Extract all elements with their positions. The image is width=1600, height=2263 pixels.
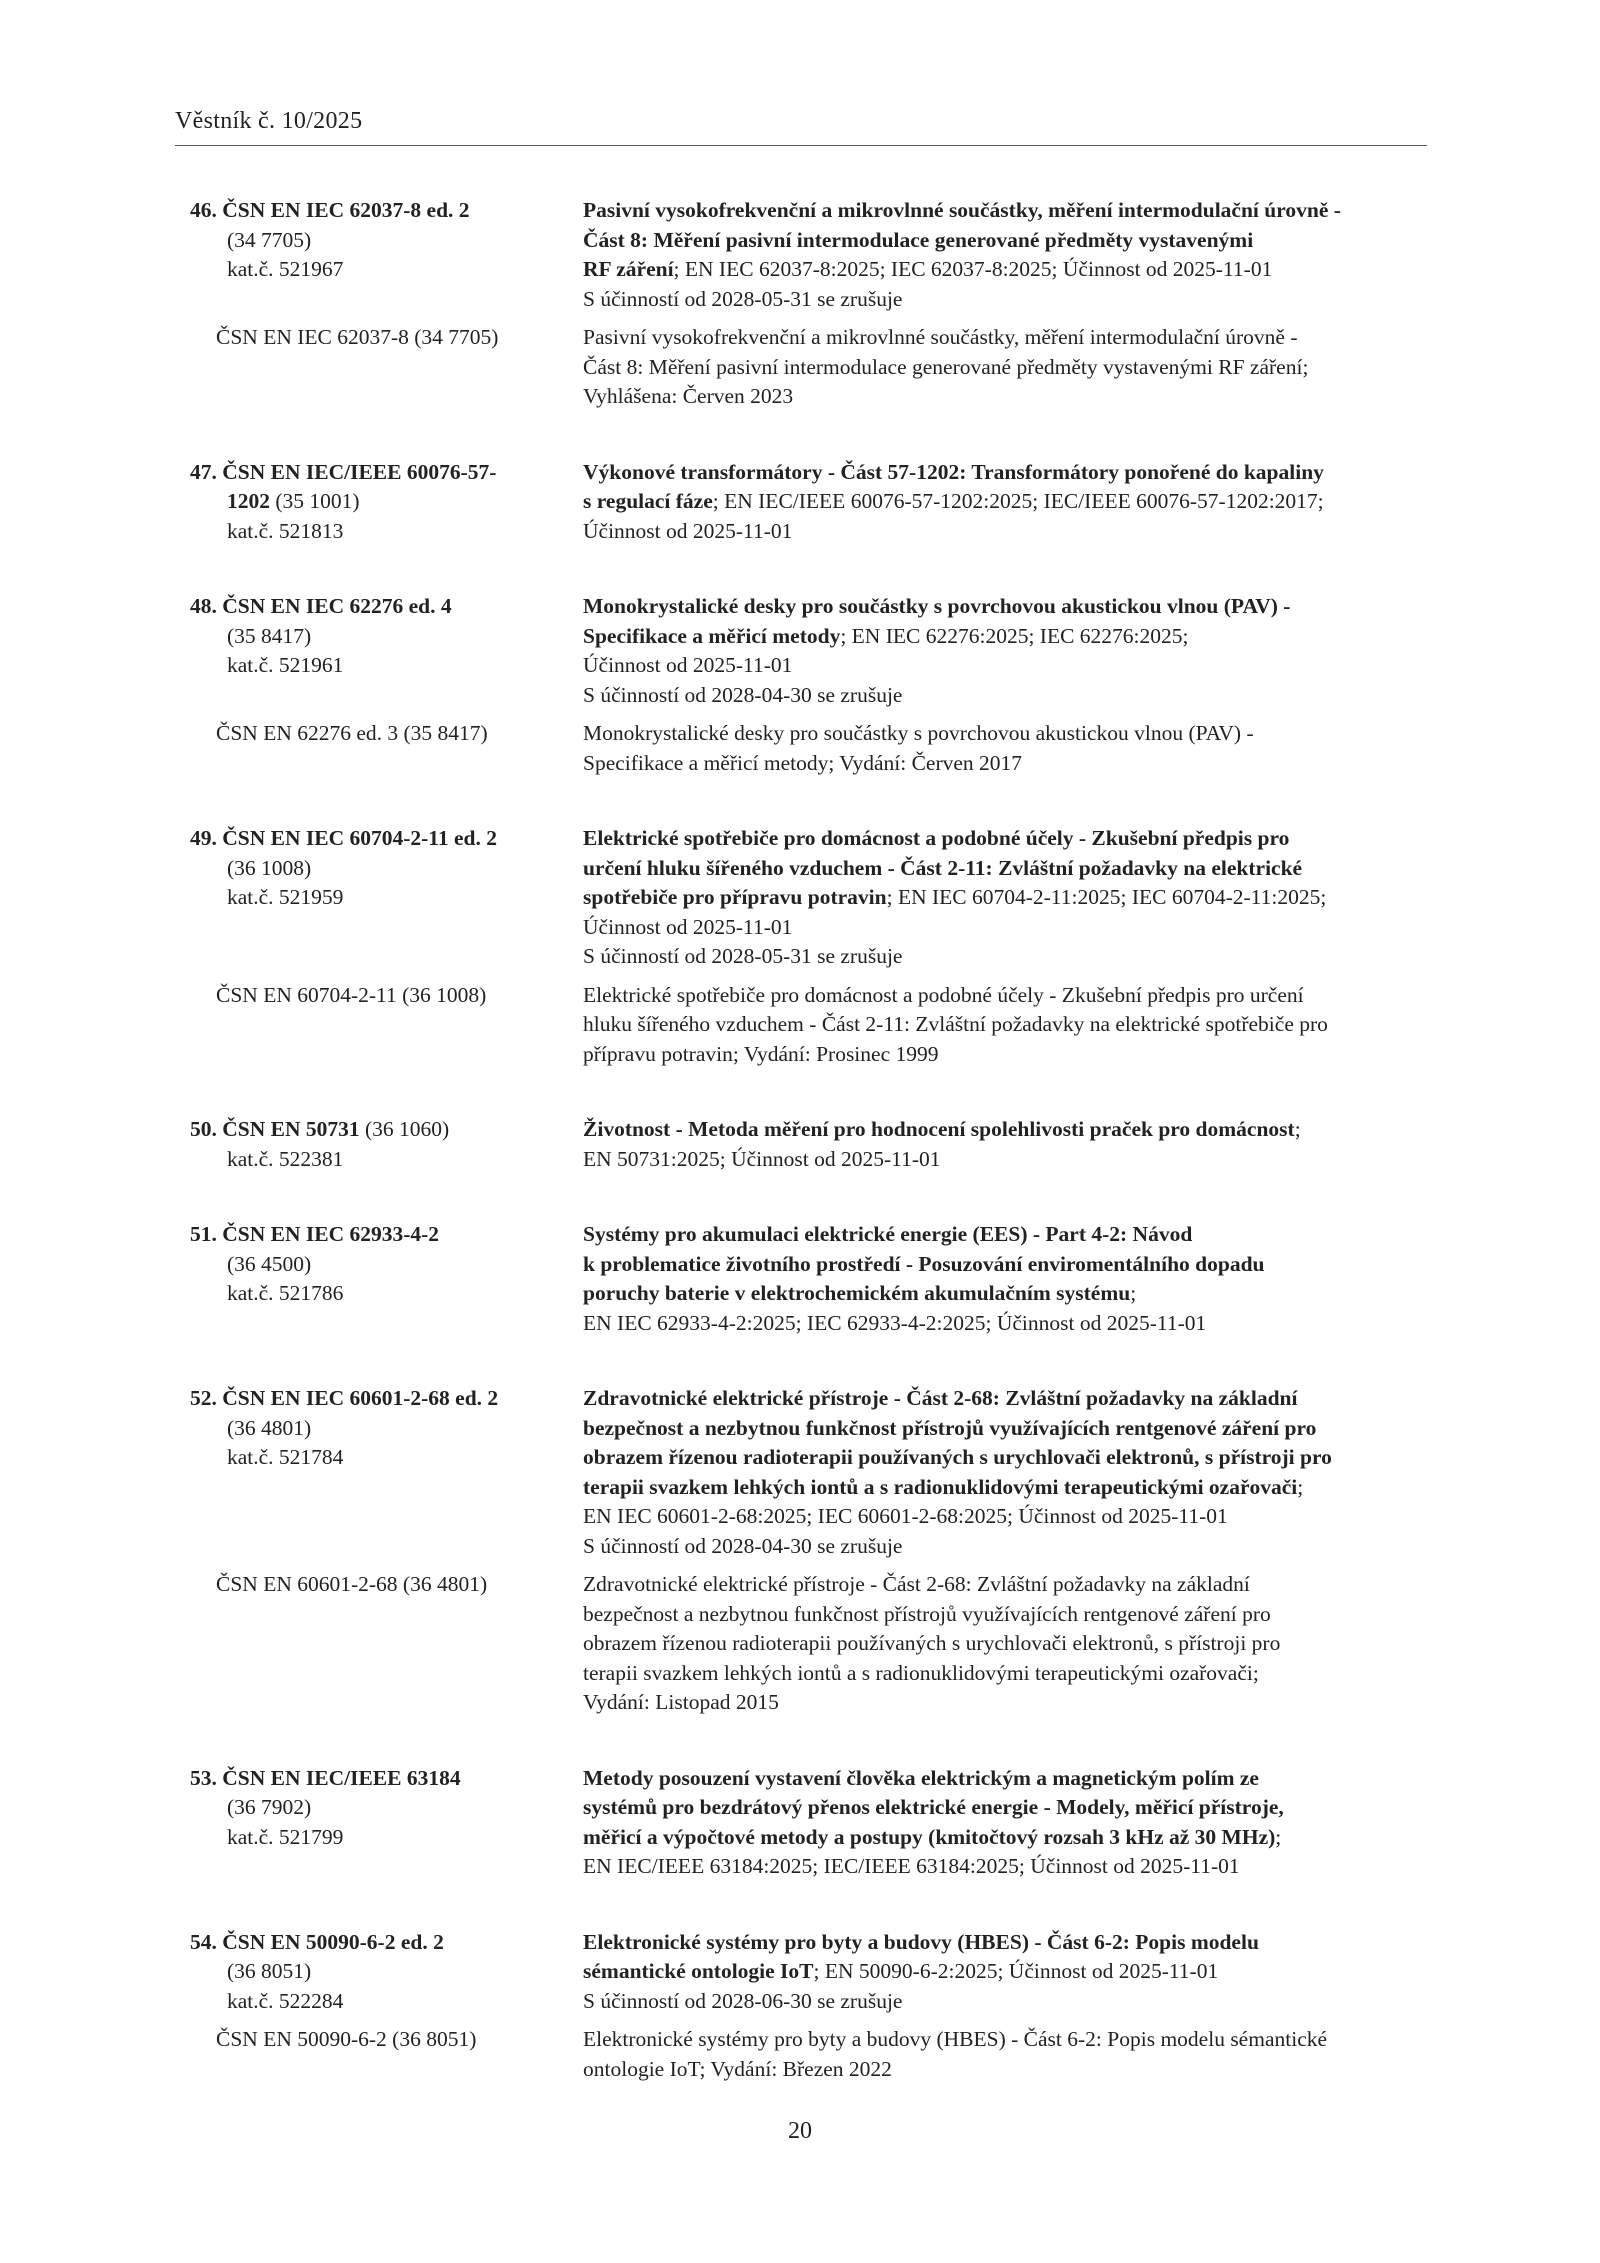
description-line bbox=[583, 1957, 1427, 1987]
description-line bbox=[583, 487, 1427, 517]
standard-code: ČSN EN 50090-6-2 ed. 2 bbox=[222, 1929, 444, 1954]
replaced-standard-code: ČSN EN 60601-2-68 (36 4801) bbox=[216, 1572, 488, 1596]
standard-details: EN IEC 60601-2-68:2025; IEC 60601-2-68:2025; Účinnost od 2025-11-01 bbox=[583, 1504, 1228, 1528]
standard-title: obrazem řízenou radioterapii používaných s urychlovači elektronů, s přístroji pro bbox=[583, 1445, 1332, 1469]
entry-identifiers bbox=[190, 196, 583, 314]
description-line: Zdravotnické elektrické přístroje - Část 2-68: Zvláštní požadavky na základní bbox=[583, 1572, 1250, 1596]
replaced-standard bbox=[190, 1570, 1427, 1718]
standard-title: poruchy baterie v elektrochemickém akumulačním systému bbox=[583, 1281, 1131, 1305]
entry-identifiers bbox=[190, 458, 583, 547]
entry-row bbox=[190, 1115, 1427, 1174]
entry-number: 53. bbox=[190, 1765, 217, 1790]
description-line: Specifikace a měřicí metody; Vydání: Červen 2017 bbox=[583, 750, 1023, 775]
standard-title: určení hluku šířeného vzduchem - Část 2-11: Zvláštní požadavky na elektrické bbox=[583, 855, 1303, 880]
description-line bbox=[583, 517, 1427, 547]
standard-code: ČSN EN IEC 62276 ed. 4 bbox=[222, 594, 452, 618]
standard-title: Metody posouzení vystavení člověka elektrickým a magnetickým polím ze bbox=[583, 1765, 1259, 1790]
description-line bbox=[583, 1852, 1427, 1882]
page-header: Věstník č. 10/2025 bbox=[175, 108, 363, 134]
catalog-number: kat.č. 521967 bbox=[227, 257, 344, 281]
entry-identifiers bbox=[190, 592, 583, 710]
description-line bbox=[583, 824, 1427, 854]
description-line: ontologie IoT; Vydání: Březen 2022 bbox=[583, 2056, 892, 2081]
entry-identifiers bbox=[190, 1928, 583, 2017]
entry-identifiers bbox=[190, 1384, 583, 1561]
standard-entry bbox=[190, 1220, 1427, 1338]
entry-description bbox=[583, 196, 1427, 314]
entry-code-line bbox=[190, 824, 583, 854]
description-line bbox=[583, 1443, 1427, 1473]
standards-list bbox=[190, 196, 1427, 2084]
entry-separator bbox=[190, 1069, 1427, 1115]
standard-details: S účinností od 2028-05-31 se zrušuje bbox=[583, 286, 903, 311]
entry-number: 51. bbox=[190, 1222, 217, 1246]
standard-code: ČSN EN IEC 62933-4-2 bbox=[222, 1222, 440, 1246]
entry-separator bbox=[190, 1174, 1427, 1220]
description-line: Část 8: Měření pasivní intermodulace generované předměty vystavenými RF záření; bbox=[583, 354, 1309, 379]
description-line bbox=[583, 1414, 1427, 1444]
entry-description bbox=[583, 458, 1427, 547]
entry-row bbox=[190, 458, 1427, 547]
entry-row bbox=[190, 824, 1427, 972]
replaced-standard bbox=[190, 323, 1427, 412]
replaced-standard bbox=[190, 719, 1427, 778]
entry-separator bbox=[190, 412, 1427, 458]
standard-details: EN 50731:2025; Účinnost od 2025-11-01 bbox=[583, 1146, 941, 1171]
catalog-number: kat.č. 521813 bbox=[227, 518, 344, 543]
standard-entry bbox=[190, 1115, 1427, 1174]
entry-row bbox=[190, 1764, 1427, 1882]
replaced-standard-description bbox=[583, 1570, 1427, 1718]
entry-identifiers bbox=[190, 1115, 583, 1174]
description-line bbox=[583, 1115, 1427, 1145]
standard-title: Elektronické systémy pro byty a budovy (HBES) - Část 6-2: Popis modelu bbox=[583, 1929, 1259, 1954]
standard-details: ; EN IEC 62276:2025; IEC 62276:2025; bbox=[840, 623, 1189, 648]
standard-details: ; bbox=[1275, 1824, 1282, 1849]
entry-number: 50. bbox=[190, 1117, 217, 1141]
description-line bbox=[583, 913, 1427, 943]
catalog-number: kat.č. 522381 bbox=[227, 1146, 344, 1171]
catalog-number: kat.č. 521784 bbox=[227, 1445, 344, 1469]
entry-identifiers bbox=[190, 1220, 583, 1338]
standard-title: RF záření bbox=[583, 257, 674, 281]
entry-row bbox=[190, 196, 1427, 314]
standard-entry bbox=[190, 592, 1427, 778]
catalog-number: kat.č. 521959 bbox=[227, 885, 344, 909]
replaced-standard-code: ČSN EN 50090-6-2 (36 8051) bbox=[216, 2027, 477, 2051]
classification-number: (36 1060) bbox=[365, 1117, 450, 1141]
standard-code-cont: 1202 bbox=[227, 489, 270, 513]
replaced-standard-code: ČSN EN 62276 ed. 3 (35 8417) bbox=[216, 721, 488, 745]
description-line bbox=[583, 1220, 1427, 1250]
description-line bbox=[583, 196, 1427, 226]
standard-details: ; EN 50090-6-2:2025; Účinnost od 2025-11-01 bbox=[813, 1959, 1219, 1983]
standard-title: měřicí a výpočtové metody a postupy (kmitočtový rozsah 3 kHz až 30 MHz) bbox=[583, 1824, 1276, 1849]
standard-code: ČSN EN IEC/IEEE 60076-57- bbox=[222, 459, 497, 484]
entry-row bbox=[190, 1384, 1427, 1561]
description-line bbox=[583, 1532, 1427, 1562]
standard-code: ČSN EN 50731 bbox=[222, 1117, 360, 1141]
classification-number: (36 8051) bbox=[227, 1959, 312, 1983]
entry-row bbox=[190, 1928, 1427, 2017]
description-line bbox=[583, 1145, 1427, 1175]
replaced-standard bbox=[190, 981, 1427, 1070]
standard-title: systémů pro bezdrátový přenos elektrické energie - Modely, měřicí přístroje, bbox=[583, 1795, 1284, 1819]
standard-title: bezpečnost a nezbytnou funkčnost přístrojů využívajících rentgenové záření pro bbox=[583, 1415, 1317, 1440]
classification-number: (36 4801) bbox=[227, 1415, 312, 1440]
description-line bbox=[583, 1250, 1427, 1280]
replaced-standard-code: ČSN EN IEC 62037-8 (34 7705) bbox=[216, 325, 499, 349]
entry-separator bbox=[190, 1718, 1427, 1764]
description-line bbox=[583, 681, 1427, 711]
description-line bbox=[583, 854, 1427, 884]
description-line bbox=[583, 883, 1427, 913]
replaced-standard bbox=[190, 2025, 1427, 2084]
description-line bbox=[583, 1764, 1427, 1794]
entry-description bbox=[583, 824, 1427, 972]
entry-separator bbox=[190, 778, 1427, 824]
standard-entry bbox=[190, 1928, 1427, 2085]
entry-separator bbox=[190, 1882, 1427, 1928]
description-line bbox=[583, 226, 1427, 256]
standard-details: S účinností od 2028-04-30 se zrušuje bbox=[583, 1533, 903, 1558]
standard-title: Systémy pro akumulaci elektrické energie (EES) - Part 4-2: Návod bbox=[583, 1222, 1193, 1246]
description-line bbox=[583, 1928, 1427, 1958]
description-line bbox=[583, 1502, 1427, 1532]
description-line bbox=[583, 651, 1427, 681]
catalog-number: kat.č. 521786 bbox=[227, 1281, 344, 1305]
entry-number: 47. bbox=[190, 459, 217, 484]
entry-description bbox=[583, 1220, 1427, 1338]
standard-details: ; EN IEC 62037-8:2025; IEC 62037-8:2025; Účinnost od 2025-11-01 bbox=[673, 257, 1273, 281]
description-line bbox=[583, 1793, 1427, 1823]
description-line bbox=[583, 592, 1427, 622]
description-line bbox=[583, 255, 1427, 285]
classification-number: (35 8417) bbox=[227, 623, 312, 648]
standard-details: Účinnost od 2025-11-01 bbox=[583, 653, 793, 677]
entry-number: 54. bbox=[190, 1929, 217, 1954]
standard-code: ČSN EN IEC 60704-2-11 ed. 2 bbox=[222, 826, 497, 850]
entry-identifiers bbox=[190, 1764, 583, 1882]
standard-entry bbox=[190, 196, 1427, 412]
description-line: Vyhlášena: Červen 2023 bbox=[583, 384, 794, 408]
entry-identifiers bbox=[190, 824, 583, 972]
standard-details: EN IEC/IEEE 63184:2025; IEC/IEEE 63184:2025; Účinnost od 2025-11-01 bbox=[583, 1854, 1240, 1878]
description-line bbox=[583, 458, 1427, 488]
entry-description bbox=[583, 1384, 1427, 1561]
entry-code-line bbox=[190, 1764, 583, 1794]
classification-number: (34 7705) bbox=[227, 227, 312, 252]
catalog-number: kat.č. 522284 bbox=[227, 1988, 344, 2013]
description-line: Elektrické spotřebiče pro domácnost a podobné účely - Zkušební předpis pro určení bbox=[583, 982, 1304, 1007]
replaced-standard-code: ČSN EN 60704-2-11 (36 1008) bbox=[216, 982, 487, 1007]
catalog-number: kat.č. 521961 bbox=[227, 653, 344, 677]
standard-title: Specifikace a měřicí metody bbox=[583, 623, 841, 648]
standard-details: S účinností od 2028-04-30 se zrušuje bbox=[583, 682, 903, 707]
page-number: 20 bbox=[788, 2118, 812, 2144]
standard-title: s regulací fáze bbox=[583, 489, 713, 513]
replaced-standard-description bbox=[583, 981, 1427, 1070]
standard-code: ČSN EN IEC 62037-8 ed. 2 bbox=[222, 198, 470, 222]
standard-details: S účinností od 2028-06-30 se zrušuje bbox=[583, 1988, 903, 2013]
description-line bbox=[583, 1384, 1427, 1414]
standard-title: Výkonové transformátory - Část 57-1202: Transformátory ponořené do kapaliny bbox=[583, 459, 1324, 484]
description-line: terapii svazkem lehkých iontů a s radionuklidovými terapeutickými ozařovači; bbox=[583, 1660, 1259, 1685]
description-line: Pasivní vysokofrekvenční a mikrovlnné součástky, měření intermodulační úrovně - bbox=[583, 325, 1298, 349]
description-line bbox=[583, 622, 1427, 652]
standard-details: ; EN IEC 60704-2-11:2025; IEC 60704-2-11:2025; bbox=[886, 885, 1327, 909]
description-line: hluku šířeného vzduchem - Část 2-11: Zvláštní požadavky na elektrické spotřebiče pro bbox=[583, 1012, 1328, 1036]
description-line: obrazem řízenou radioterapii používaných s urychlovači elektronů, s přístroji pro bbox=[583, 1631, 1281, 1655]
classification-number: (36 1008) bbox=[227, 855, 312, 880]
description-line: Monokrystalické desky pro součástky s povrchovou akustickou vlnou (PAV) - bbox=[583, 721, 1254, 745]
description-line bbox=[583, 1309, 1427, 1339]
replaced-standard-description bbox=[583, 719, 1427, 778]
entry-code-line bbox=[190, 196, 583, 226]
entry-row bbox=[190, 1220, 1427, 1338]
entry-row bbox=[190, 592, 1427, 710]
description-line: přípravu potravin; Vydání: Prosinec 1999 bbox=[583, 1041, 939, 1066]
description-line bbox=[583, 1823, 1427, 1853]
catalog-number: kat.č. 521799 bbox=[227, 1824, 344, 1849]
entry-code-line bbox=[190, 1928, 583, 1958]
standard-details: EN IEC 62933-4-2:2025; IEC 62933-4-2:2025; Účinnost od 2025-11-01 bbox=[583, 1310, 1207, 1335]
entry-number: 46. bbox=[190, 198, 217, 222]
description-line bbox=[583, 1279, 1427, 1309]
classification-number: (36 7902) bbox=[227, 1795, 312, 1819]
standard-entry bbox=[190, 1384, 1427, 1718]
description-line: bezpečnost a nezbytnou funkčnost přístrojů využívajících rentgenové záření pro bbox=[583, 1601, 1271, 1626]
entry-code-line bbox=[190, 592, 583, 622]
standard-entry bbox=[190, 1764, 1427, 1882]
standard-details: ; bbox=[1294, 1117, 1301, 1141]
entry-description bbox=[583, 592, 1427, 710]
description-line bbox=[583, 942, 1427, 972]
entry-code-line bbox=[190, 1220, 583, 1250]
entry-description bbox=[583, 1115, 1427, 1174]
standard-details: ; bbox=[1297, 1474, 1304, 1499]
classification-number: (36 4500) bbox=[227, 1251, 312, 1276]
standard-details: ; bbox=[1130, 1281, 1137, 1305]
standard-title: Zdravotnické elektrické přístroje - Část 2-68: Zvláštní požadavky na základní bbox=[583, 1386, 1298, 1410]
standard-details: ; EN IEC/IEEE 60076-57-1202:2025; IEC/IEEE 60076-57-1202:2017; bbox=[712, 489, 1324, 513]
standard-title: Životnost - Metoda měření pro hodnocení spolehlivosti praček pro domácnost bbox=[583, 1117, 1295, 1141]
standard-title: k problematice životního prostředí - Posuzování enviromentálního dopadu bbox=[583, 1251, 1265, 1276]
standard-details: S účinností od 2028-05-31 se zrušuje bbox=[583, 944, 903, 968]
standard-title: Elektrické spotřebiče pro domácnost a podobné účely - Zkušební předpis pro bbox=[583, 826, 1290, 850]
standard-details: Účinnost od 2025-11-01 bbox=[583, 518, 793, 543]
replaced-standard-description bbox=[583, 2025, 1427, 2084]
description-line bbox=[583, 1473, 1427, 1503]
classification-number: (35 1001) bbox=[275, 489, 360, 513]
standard-title: Část 8: Měření pasivní intermodulace generované předměty vystavenými bbox=[583, 227, 1254, 252]
standard-title: Pasivní vysokofrekvenční a mikrovlnné součástky, měření intermodulační úrovně - bbox=[583, 198, 1341, 222]
standard-title: terapii svazkem lehkých iontů a s radionuklidovými terapeutickými ozařovači bbox=[583, 1474, 1298, 1499]
replaced-standard-description bbox=[583, 323, 1427, 412]
standard-code: ČSN EN IEC 60601-2-68 ed. 2 bbox=[222, 1386, 499, 1410]
header-rule bbox=[175, 145, 1427, 146]
entry-code-line bbox=[190, 487, 583, 517]
entry-description bbox=[583, 1928, 1427, 2017]
description-line: Vydání: Listopad 2015 bbox=[583, 1690, 779, 1714]
description-line bbox=[583, 285, 1427, 315]
entry-description bbox=[583, 1764, 1427, 1882]
entry-code-line bbox=[190, 1115, 583, 1145]
entry-code-line bbox=[190, 458, 583, 488]
standard-code: ČSN EN IEC/IEEE 63184 bbox=[222, 1765, 461, 1790]
entry-number: 52. bbox=[190, 1386, 217, 1410]
entry-number: 48. bbox=[190, 594, 217, 618]
standard-title: sémantické ontologie IoT bbox=[583, 1959, 814, 1983]
standard-entry bbox=[190, 458, 1427, 547]
entry-separator bbox=[190, 1338, 1427, 1384]
standard-title: spotřebiče pro přípravu potravin bbox=[583, 885, 887, 909]
standard-title: Monokrystalické desky pro součástky s povrchovou akustickou vlnou (PAV) - bbox=[583, 594, 1291, 618]
standard-details: Účinnost od 2025-11-01 bbox=[583, 914, 793, 939]
standard-entry bbox=[190, 824, 1427, 1069]
entry-number: 49. bbox=[190, 826, 217, 850]
description-line bbox=[583, 1987, 1427, 2017]
description-line: Elektronické systémy pro byty a budovy (HBES) - Část 6-2: Popis modelu sémantické bbox=[583, 2027, 1328, 2051]
entry-code-line bbox=[190, 1384, 583, 1414]
entry-separator bbox=[190, 546, 1427, 592]
